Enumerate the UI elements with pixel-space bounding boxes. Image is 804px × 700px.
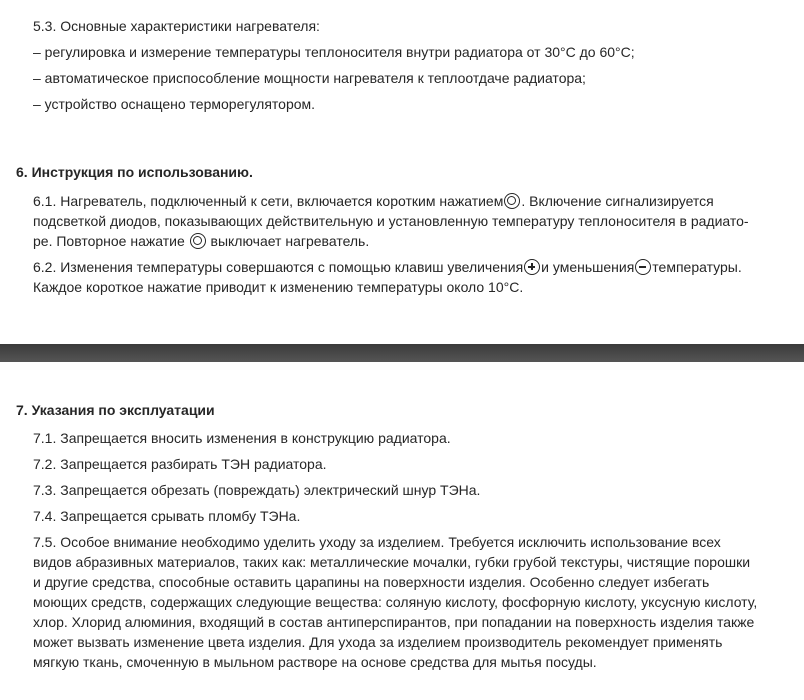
plus-button-icon bbox=[524, 259, 540, 275]
section-5-3-item: – устройство оснащено терморегулятором. bbox=[33, 96, 316, 112]
paragraph-7-5-line: хлор. Хлорид алюминия, входящий в состав антиперспирантов, при попадании на поверхность изделия также bbox=[33, 614, 755, 630]
section-divider-bar bbox=[0, 344, 804, 362]
paragraph-text: выключает нагреватель. bbox=[206, 233, 370, 249]
paragraph-7-5-line: и другие средства, способные оставить царапины на поверхности изделия. Особенно следует избегать bbox=[33, 574, 710, 590]
paragraph-7-5-line: мягкую ткань, смоченную в мыльном растворе на основе средства для мытья посуды. bbox=[33, 654, 597, 670]
section-7-item: 7.4. Запрещается срывать пломбу ТЭНа. bbox=[33, 508, 301, 524]
paragraph-text: . Включение сигнализируется bbox=[521, 193, 714, 209]
paragraph-7-5-line: может вызвать изменение цвета изделия. Для ухода за изделием производитель рекомендует применять bbox=[33, 634, 723, 650]
section-5-3-item: – автоматическое приспособление мощности нагревателя к теплоотдаче радиатора; bbox=[33, 70, 586, 86]
section-5-3-title: 5.3. Основные характеристики нагревателя: bbox=[33, 18, 320, 34]
section-7-item: 7.3. Запрещается обрезать (повреждать) электрический шнур ТЭНа. bbox=[33, 482, 481, 498]
paragraph-7-5-line: моющих средств, содержащих следующие вещества: соляную кислоту, фосфорную кислоту, уксусную кислоту, bbox=[33, 594, 758, 610]
paragraph-6-1-line bbox=[33, 191, 714, 211]
paragraph-6-2-line bbox=[33, 257, 742, 277]
paragraph-6-2-line: Каждое короткое нажатие приводит к изменению температуры около 10°С. bbox=[33, 279, 524, 295]
paragraph-text: 6.1. Нагреватель, подключенный к сети, включается коротким нажатием bbox=[33, 193, 504, 209]
section-6-heading: 6. Инструкция по использованию. bbox=[16, 164, 253, 180]
power-button-icon bbox=[504, 193, 520, 209]
paragraph-text: 6.2. Изменения температуры совершаются с помощью клавиш увеличения bbox=[33, 259, 524, 275]
paragraph-text: и уменьшения bbox=[541, 259, 635, 275]
section-7-item: 7.1. Запрещается вносить изменения в конструкцию радиатора. bbox=[33, 430, 451, 446]
paragraph-text: ре. Повторное нажатие bbox=[33, 233, 189, 249]
section-5-3-item: – регулировка и измерение температуры теплоносителя внутри радиатора от 30°С до 60°С; bbox=[33, 44, 635, 60]
paragraph-6-1-line bbox=[33, 231, 369, 251]
power-button-icon bbox=[190, 233, 206, 249]
paragraph-7-5-line: 7.5. Особое внимание необходимо уделить уходу за изделием. Требуется исключить использование всех bbox=[33, 534, 721, 550]
paragraph-text: температуры. bbox=[652, 259, 742, 275]
paragraph-7-5-line: видов абразивных материалов, таких как: металлические мочалки, губки грубой текстуры, чистящие порошки bbox=[33, 554, 751, 570]
paragraph-6-1-line: подсветкой диодов, показывающих действительную и установленную температуру теплоносителя в радиато- bbox=[33, 213, 749, 229]
section-7-item: 7.2. Запрещается разбирать ТЭН радиатора. bbox=[33, 456, 327, 472]
section-7-heading: 7. Указания по эксплуатации bbox=[16, 402, 215, 418]
minus-button-icon bbox=[635, 259, 651, 275]
